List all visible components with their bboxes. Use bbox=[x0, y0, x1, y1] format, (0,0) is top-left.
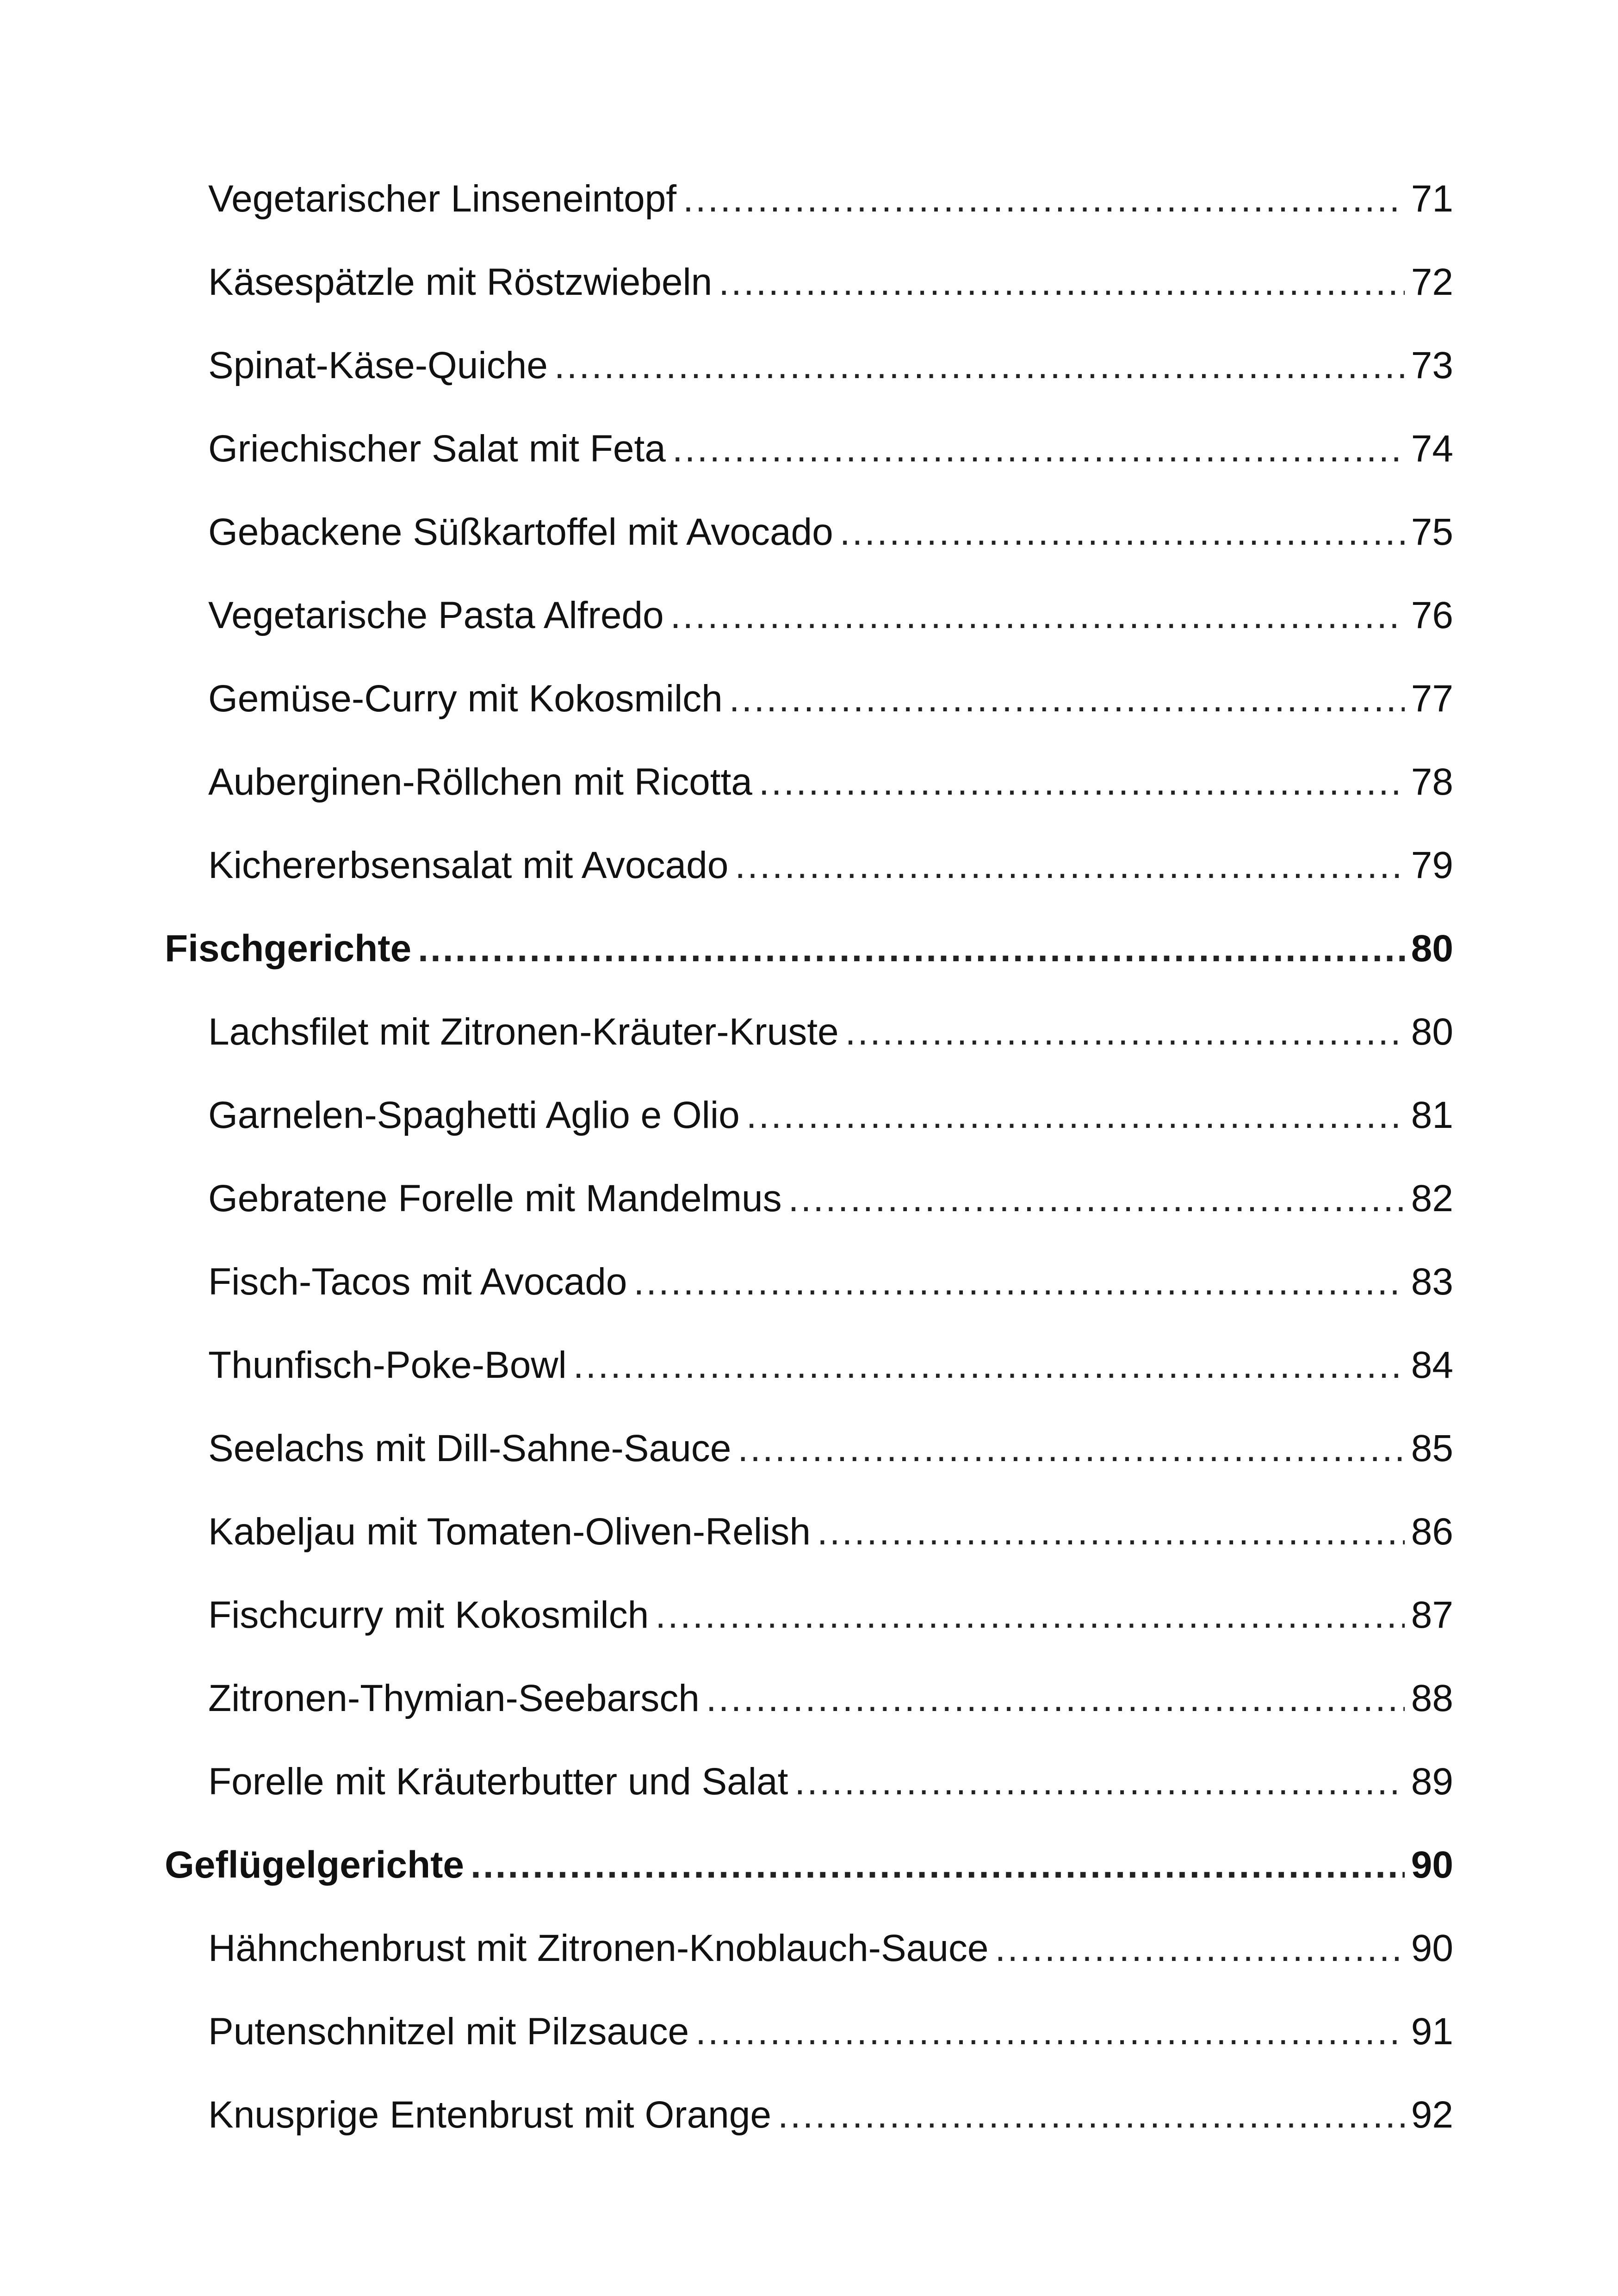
dot-leader bbox=[670, 588, 1405, 643]
toc-entry-page: 85 bbox=[1411, 1427, 1453, 1469]
toc-entry-title: Forelle mit Kräuterbutter und Salat bbox=[208, 1761, 788, 1803]
toc-entry-page: 80 bbox=[1411, 1011, 1453, 1053]
toc-entry-title: Fisch-Tacos mit Avocado bbox=[208, 1261, 627, 1303]
toc-section-heading bbox=[0, 921, 1618, 1004]
dot-leader bbox=[471, 1837, 1405, 1893]
dot-leader bbox=[759, 754, 1405, 810]
toc-entry-page: 89 bbox=[1411, 1761, 1453, 1803]
toc-entry-page: 83 bbox=[1411, 1261, 1453, 1303]
toc-entry-page: 86 bbox=[1411, 1511, 1453, 1553]
dot-leader bbox=[683, 171, 1405, 227]
dot-leader bbox=[778, 2087, 1405, 2143]
toc-entry bbox=[0, 1671, 1618, 1754]
dot-leader bbox=[735, 838, 1404, 893]
toc-entry bbox=[0, 1254, 1618, 1338]
toc-entry-page: 74 bbox=[1411, 428, 1453, 470]
toc-entry-title: Spinat-Käse-Quiche bbox=[208, 344, 548, 386]
table-of-contents bbox=[0, 171, 1618, 2171]
toc-entry-title: Kichererbsensalat mit Avocado bbox=[208, 844, 729, 886]
toc-entry-page: 91 bbox=[1411, 2010, 1453, 2053]
dot-leader bbox=[719, 255, 1405, 310]
toc-entry bbox=[0, 255, 1618, 338]
dot-leader bbox=[633, 1254, 1404, 1310]
toc-entry-title: Hähnchenbrust mit Zitronen-Knoblauch-Sauce bbox=[208, 1927, 989, 1969]
toc-entry-title: Seelachs mit Dill-Sahne-Sauce bbox=[208, 1427, 732, 1469]
toc-section-page: 90 bbox=[1411, 1844, 1453, 1886]
toc-entry bbox=[0, 1421, 1618, 1504]
toc-entry bbox=[0, 1171, 1618, 1254]
toc-entry-title: Auberginen-Röllchen mit Ricotta bbox=[208, 761, 752, 803]
toc-entry-page: 73 bbox=[1411, 344, 1453, 386]
toc-section-title: Geflügelgerichte bbox=[165, 1844, 465, 1886]
toc-entry-page: 87 bbox=[1411, 1594, 1453, 1636]
toc-entry-page: 90 bbox=[1411, 1927, 1453, 1969]
dot-leader bbox=[655, 1587, 1405, 1643]
toc-entry bbox=[0, 1338, 1618, 1421]
toc-entry-page: 88 bbox=[1411, 1677, 1453, 1719]
toc-entry bbox=[0, 171, 1618, 255]
toc-entry bbox=[0, 1587, 1618, 1671]
dot-leader bbox=[573, 1338, 1405, 1393]
toc-entry-title: Käsespätzle mit Röstzwiebeln bbox=[208, 261, 713, 303]
dot-leader bbox=[746, 1088, 1405, 1143]
toc-entry-page: 75 bbox=[1411, 511, 1453, 553]
dot-leader bbox=[788, 1171, 1405, 1226]
toc-entry bbox=[0, 1088, 1618, 1171]
toc-section-title: Fischgerichte bbox=[165, 927, 412, 970]
dot-leader bbox=[729, 671, 1405, 727]
toc-entry-title: Zitronen-Thymian-Seebarsch bbox=[208, 1677, 700, 1719]
toc-entry-page: 78 bbox=[1411, 761, 1453, 803]
toc-entry bbox=[0, 1504, 1618, 1587]
toc-entry-title: Gemüse-Curry mit Kokosmilch bbox=[208, 678, 723, 720]
toc-entry-title: Griechischer Salat mit Feta bbox=[208, 428, 666, 470]
toc-section-heading bbox=[0, 1837, 1618, 1921]
dot-leader bbox=[672, 421, 1405, 477]
dot-leader bbox=[738, 1421, 1404, 1476]
toc-entry-page: 79 bbox=[1411, 844, 1453, 886]
toc-entry bbox=[0, 421, 1618, 504]
toc-entry-title: Vegetarischer Linseneintopf bbox=[208, 178, 677, 220]
toc-entry-page: 84 bbox=[1411, 1344, 1453, 1386]
toc-entry-title: Garnelen-Spaghetti Aglio e Olio bbox=[208, 1094, 740, 1136]
dot-leader bbox=[706, 1671, 1405, 1726]
toc-entry-title: Gebratene Forelle mit Mandelmus bbox=[208, 1177, 782, 1220]
dot-leader bbox=[840, 504, 1405, 560]
toc-entry bbox=[0, 1754, 1618, 1837]
dot-leader bbox=[995, 1921, 1405, 1976]
toc-entry-title: Putenschnitzel mit Pilzsauce bbox=[208, 2010, 689, 2053]
toc-section-page: 80 bbox=[1411, 927, 1453, 970]
toc-entry bbox=[0, 2087, 1618, 2171]
dot-leader bbox=[845, 1004, 1405, 1060]
toc-entry-page: 71 bbox=[1411, 178, 1453, 220]
toc-entry bbox=[0, 1004, 1618, 1088]
toc-entry-title: Knusprige Entenbrust mit Orange bbox=[208, 2094, 771, 2136]
toc-entry bbox=[0, 754, 1618, 838]
toc-entry-page: 76 bbox=[1411, 594, 1453, 636]
toc-entry bbox=[0, 588, 1618, 671]
toc-entry bbox=[0, 2004, 1618, 2087]
dot-leader bbox=[554, 338, 1405, 393]
toc-entry bbox=[0, 504, 1618, 588]
dot-leader bbox=[817, 1504, 1405, 1560]
toc-entry-page: 92 bbox=[1411, 2094, 1453, 2136]
dot-leader bbox=[794, 1754, 1404, 1810]
toc-entry-title: Gebackene Süßkartoffel mit Avocado bbox=[208, 511, 833, 553]
dot-leader bbox=[418, 921, 1405, 977]
toc-entry-title: Fischcurry mit Kokosmilch bbox=[208, 1594, 649, 1636]
toc-entry-title: Lachsfilet mit Zitronen-Kräuter-Kruste bbox=[208, 1011, 839, 1053]
toc-entry-page: 82 bbox=[1411, 1177, 1453, 1220]
toc-entry-title: Kabeljau mit Tomaten-Oliven-Relish bbox=[208, 1511, 811, 1553]
toc-entry-title: Vegetarische Pasta Alfredo bbox=[208, 594, 664, 636]
toc-entry bbox=[0, 1921, 1618, 2004]
toc-entry-page: 77 bbox=[1411, 678, 1453, 720]
toc-entry bbox=[0, 671, 1618, 754]
toc-entry-page: 72 bbox=[1411, 261, 1453, 303]
toc-entry-title: Thunfisch-Poke-Bowl bbox=[208, 1344, 567, 1386]
toc-entry bbox=[0, 338, 1618, 421]
toc-entry bbox=[0, 838, 1618, 921]
toc-entry-page: 81 bbox=[1411, 1094, 1453, 1136]
dot-leader bbox=[695, 2004, 1405, 2060]
